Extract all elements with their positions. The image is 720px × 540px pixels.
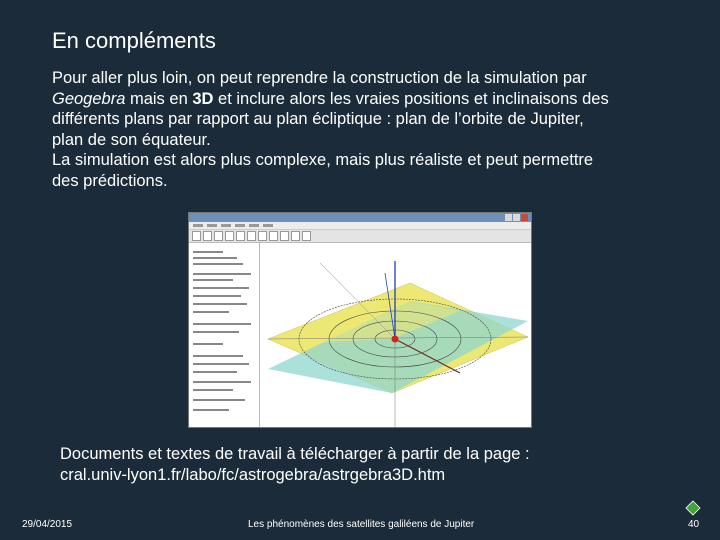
download-info xyxy=(60,444,660,485)
slide-title: En compléments xyxy=(52,28,216,53)
body-line-5: La simulation est alors plus complexe, mais plus réaliste et peut permettre xyxy=(52,151,594,169)
body-line-6: des prédictions. xyxy=(52,171,168,190)
window-title-bar xyxy=(189,213,531,222)
footer-date: 29/04/2015 xyxy=(22,519,73,530)
slide-body xyxy=(52,68,672,191)
download-info-text: Documents et textes de travail à télécharger à partir de la page : xyxy=(60,445,530,463)
geogebra-screenshot xyxy=(188,212,532,428)
algebra-panel xyxy=(189,243,260,427)
graphics-3d-view xyxy=(260,243,531,427)
body-line-3: différents plans par rapport au plan écliptique : plan de l’orbite de Jupiter, xyxy=(52,110,584,128)
download-url[interactable]: cral.univ-lyon1.fr/labo/fc/astrogebra/astrgebra3D.htm xyxy=(60,465,446,484)
body-line-2 xyxy=(52,89,672,110)
tool-bar xyxy=(189,230,531,243)
body-line-1: Pour aller plus loin, on peut reprendre la construction de la simulation par xyxy=(52,69,587,87)
body-line-4: plan de son équateur. xyxy=(52,130,211,149)
footer-title: Les phénomènes des satellites galiléens de Jupiter xyxy=(248,519,475,530)
body-line-2-mid: mais en xyxy=(125,89,193,108)
body-line-2-rest: et inclure alors les vraies positions et inclinaisons des xyxy=(213,89,609,108)
menu-bar xyxy=(189,222,531,230)
green-diamond-icon[interactable] xyxy=(685,500,701,516)
geogebra-term: Geogebra xyxy=(52,89,126,108)
page-number: 40 xyxy=(688,519,700,530)
three-d-term: 3D xyxy=(192,89,214,108)
